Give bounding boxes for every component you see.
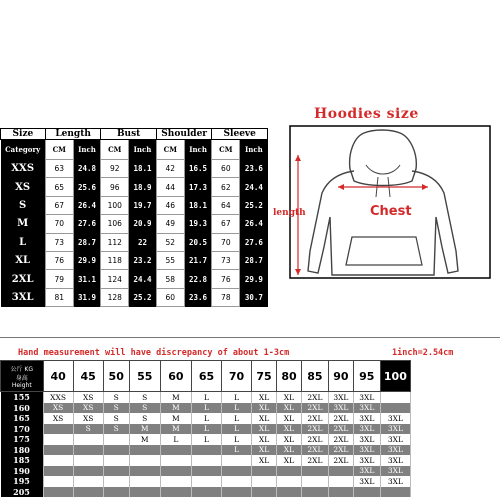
height-label: 155 — [1, 392, 44, 403]
size-cell: L — [191, 413, 221, 424]
size-cell — [191, 487, 221, 498]
cm-value: 118 — [101, 251, 129, 269]
height-row — [1, 424, 411, 435]
shoulder-header: Shoulder — [156, 129, 212, 140]
weight-header: 70 — [222, 361, 252, 392]
size-cell: 2XL — [328, 424, 353, 435]
size-label: 2XL — [1, 270, 46, 288]
size-cell — [301, 476, 328, 487]
inch-value: 24.4 — [129, 270, 157, 288]
size-cell — [43, 487, 73, 498]
size-cell: 2XL — [301, 413, 328, 424]
size-cell: L — [191, 424, 221, 435]
corner-height-cn: 身高 — [15, 374, 28, 382]
size-cell — [277, 487, 302, 498]
size-cell: 3XL — [328, 403, 353, 414]
inch-value: 22 — [129, 233, 157, 251]
size-cell: XL — [252, 392, 277, 403]
size-cell: 2XL — [328, 445, 353, 456]
size-cell: L — [222, 413, 252, 424]
size-row — [1, 160, 268, 178]
height-label: 165 — [1, 413, 44, 424]
size-cell: XL — [252, 424, 277, 435]
size-cell — [191, 476, 221, 487]
size-cell — [43, 445, 73, 456]
size-cell — [73, 445, 103, 456]
cm-value: 63 — [45, 160, 73, 178]
size-cell: XL — [277, 392, 302, 403]
length-header: Length — [45, 129, 101, 140]
height-label: 180 — [1, 445, 44, 456]
inch-value: 23.2 — [129, 251, 157, 269]
height-label: 205 — [1, 487, 44, 498]
size-row — [1, 178, 268, 196]
hoodie-size-title: Hoodies size — [314, 106, 419, 122]
size-cell: L — [222, 392, 252, 403]
size-cell: 3XL — [353, 403, 380, 414]
size-cell — [277, 476, 302, 487]
weight-header-row — [1, 361, 411, 392]
size-cell — [380, 392, 410, 403]
size-cell — [160, 487, 191, 498]
unit-cm: CM — [101, 140, 129, 160]
size-cell: 3XL — [380, 455, 410, 466]
pocket-icon — [346, 237, 422, 265]
cm-value: 128 — [101, 288, 129, 306]
size-label: XS — [1, 178, 46, 196]
size-cell: 2XL — [301, 455, 328, 466]
inch-value: 23.6 — [240, 160, 268, 178]
inch-conversion-note: 1inch=2.54cm — [392, 348, 454, 358]
inch-value: 22.8 — [184, 270, 212, 288]
size-cell — [129, 476, 160, 487]
cm-value: 67 — [45, 196, 73, 214]
weight-header: 55 — [129, 361, 160, 392]
size-cell: L — [160, 434, 191, 445]
inch-value: 18.9 — [129, 178, 157, 196]
length-label: length — [273, 208, 306, 218]
size-cell: 2XL — [328, 434, 353, 445]
size-cell: 2XL — [301, 445, 328, 456]
size-cell: XL — [277, 434, 302, 445]
size-cell: M — [129, 434, 160, 445]
size-cell — [73, 487, 103, 498]
size-cell — [328, 466, 353, 477]
cm-value: 78 — [212, 288, 240, 306]
size-cell: 2XL — [301, 424, 328, 435]
size-cell — [222, 487, 252, 498]
cm-value: 49 — [156, 215, 184, 233]
size-cell: 3XL — [380, 413, 410, 424]
size-cell: 2XL — [328, 413, 353, 424]
size-cell: 3XL — [353, 424, 380, 435]
cm-value: 65 — [45, 178, 73, 196]
size-cell — [160, 466, 191, 477]
size-cell: XL — [252, 403, 277, 414]
cm-value: 124 — [101, 270, 129, 288]
size-cell: XS — [73, 403, 103, 414]
size-cell: 3XL — [353, 434, 380, 445]
inch-value: 31.1 — [73, 270, 101, 288]
size-cell: S — [129, 403, 160, 414]
chest-arrow-right-head-icon — [422, 184, 428, 190]
height-row — [1, 487, 411, 498]
cm-value: 106 — [101, 215, 129, 233]
size-cell: S — [129, 392, 160, 403]
chest-label: Chest — [370, 204, 412, 219]
inch-value: 18.1 — [184, 196, 212, 214]
size-cell — [103, 455, 129, 466]
size-row — [1, 215, 268, 233]
cm-value: 70 — [45, 215, 73, 233]
size-label: M — [1, 215, 46, 233]
cm-value: 79 — [45, 270, 73, 288]
size-cell: 3XL — [380, 434, 410, 445]
size-cell: XS — [43, 413, 73, 424]
size-cell: XL — [252, 413, 277, 424]
size-cell: 3XL — [380, 476, 410, 487]
size-cell: XS — [73, 413, 103, 424]
inch-value: 18.1 — [129, 160, 157, 178]
size-cell: L — [222, 434, 252, 445]
size-cell: M — [160, 413, 191, 424]
bust-header: Bust — [101, 129, 157, 140]
size-cell: 3XL — [353, 466, 380, 477]
size-cell: S — [103, 392, 129, 403]
size-cell: XL — [252, 455, 277, 466]
category-label: Category — [1, 140, 46, 160]
inch-value: 27.6 — [73, 215, 101, 233]
size-header: Size — [1, 129, 46, 140]
height-label: 190 — [1, 466, 44, 477]
inch-value: 25.2 — [240, 196, 268, 214]
size-cell: L — [191, 392, 221, 403]
height-row — [1, 413, 411, 424]
cm-value: 70 — [212, 233, 240, 251]
size-cell — [222, 466, 252, 477]
size-cell — [191, 455, 221, 466]
size-cell — [191, 445, 221, 456]
size-cell: 3XL — [353, 476, 380, 487]
size-cell — [103, 445, 129, 456]
size-cell — [328, 476, 353, 487]
size-cell: 3XL — [328, 392, 353, 403]
weight-header: 100 — [380, 361, 410, 392]
cm-value: 92 — [101, 160, 129, 178]
size-cell — [328, 487, 353, 498]
size-cell: XL — [252, 445, 277, 456]
inch-value: 19.7 — [129, 196, 157, 214]
unit-inch: Inch — [73, 140, 101, 160]
height-row — [1, 434, 411, 445]
weight-header: 95 — [353, 361, 380, 392]
size-cell — [43, 466, 73, 477]
unit-inch: Inch — [184, 140, 212, 160]
size-cell: 2XL — [301, 434, 328, 445]
size-cell — [103, 476, 129, 487]
size-cell — [73, 434, 103, 445]
size-cell: XL — [277, 413, 302, 424]
inch-value: 21.7 — [184, 251, 212, 269]
size-cell — [129, 487, 160, 498]
size-cell — [129, 445, 160, 456]
size-cell: 2XL — [328, 455, 353, 466]
size-cell — [160, 455, 191, 466]
size-cell — [222, 476, 252, 487]
size-cell: S — [73, 424, 103, 435]
size-cell: XL — [277, 455, 302, 466]
size-row — [1, 196, 268, 214]
inch-value: 17.3 — [184, 178, 212, 196]
inch-value: 19.3 — [184, 215, 212, 233]
size-cell — [103, 487, 129, 498]
size-cell: XL — [277, 403, 302, 414]
cm-value: 60 — [156, 288, 184, 306]
size-cell: L — [191, 434, 221, 445]
inch-value: 28.7 — [240, 251, 268, 269]
cm-value: 73 — [45, 233, 73, 251]
inch-value: 25.6 — [73, 178, 101, 196]
size-cell — [353, 487, 380, 498]
size-cell — [160, 476, 191, 487]
size-cell — [160, 445, 191, 456]
inch-value: 23.6 — [184, 288, 212, 306]
size-cell: 2XL — [301, 403, 328, 414]
height-row — [1, 445, 411, 456]
unit-cm: CM — [156, 140, 184, 160]
height-label: 195 — [1, 476, 44, 487]
weight-header: 65 — [191, 361, 221, 392]
height-weight-table — [0, 360, 411, 497]
cm-value: 100 — [101, 196, 129, 214]
size-row — [1, 233, 268, 251]
cm-value: 55 — [156, 251, 184, 269]
size-cell — [73, 455, 103, 466]
size-cell — [103, 466, 129, 477]
size-cell — [43, 424, 73, 435]
hood-icon — [350, 130, 417, 186]
height-label: 175 — [1, 434, 44, 445]
weight-header: 90 — [328, 361, 353, 392]
size-cell — [301, 487, 328, 498]
size-cell — [129, 466, 160, 477]
inch-value: 30.7 — [240, 288, 268, 306]
measurement-note: Hand measurement will have discrepancy of about 1-3cm — [18, 348, 290, 358]
height-row — [1, 455, 411, 466]
height-row — [1, 476, 411, 487]
height-row — [1, 403, 411, 414]
inch-value: 27.6 — [240, 233, 268, 251]
height-row — [1, 466, 411, 477]
size-cell: XS — [73, 392, 103, 403]
cm-value: 60 — [212, 160, 240, 178]
size-row — [1, 288, 268, 306]
height-row — [1, 392, 411, 403]
cm-value: 42 — [156, 160, 184, 178]
height-label: 185 — [1, 455, 44, 466]
size-cell — [73, 476, 103, 487]
size-row — [1, 251, 268, 269]
length-arrow-bottom-head-icon — [295, 269, 301, 275]
size-cell: L — [222, 403, 252, 414]
size-chart-unit-row — [1, 140, 268, 160]
inch-value: 24.4 — [240, 178, 268, 196]
cm-value: 96 — [101, 178, 129, 196]
size-label: S — [1, 196, 46, 214]
length-arrow-top-head-icon — [295, 155, 301, 161]
hoodie-illustration — [282, 125, 496, 280]
cm-value: 73 — [212, 251, 240, 269]
cm-value: 81 — [45, 288, 73, 306]
cm-value: 52 — [156, 233, 184, 251]
size-cell: XL — [252, 434, 277, 445]
unit-cm: CM — [45, 140, 73, 160]
weight-header: 60 — [160, 361, 191, 392]
inch-value: 25.2 — [129, 288, 157, 306]
cm-value: 67 — [212, 215, 240, 233]
size-row — [1, 270, 268, 288]
size-cell: 3XL — [380, 445, 410, 456]
hood-opening-icon — [366, 165, 400, 174]
cm-value: 112 — [101, 233, 129, 251]
size-label: 3XL — [1, 288, 46, 306]
size-chart-table — [0, 128, 268, 307]
corner-kg: 公斤 KG — [10, 365, 34, 373]
size-cell: S — [103, 424, 129, 435]
size-cell: 3XL — [353, 392, 380, 403]
chest-arrow-left-head-icon — [338, 184, 344, 190]
size-cell — [252, 487, 277, 498]
weight-header: 75 — [252, 361, 277, 392]
size-cell: L — [222, 424, 252, 435]
size-cell — [380, 487, 410, 498]
weight-header: 50 — [103, 361, 129, 392]
size-cell: S — [103, 403, 129, 414]
size-label: XL — [1, 251, 46, 269]
pocket-edge-icon — [346, 237, 352, 265]
cm-value: 62 — [212, 178, 240, 196]
size-cell: S — [129, 413, 160, 424]
cm-value: 58 — [156, 270, 184, 288]
size-cell — [380, 403, 410, 414]
size-cell — [43, 455, 73, 466]
size-cell: XXS — [43, 392, 73, 403]
size-cell — [129, 455, 160, 466]
inch-value: 20.9 — [129, 215, 157, 233]
size-cell — [277, 466, 302, 477]
weight-header: 40 — [43, 361, 73, 392]
sleeve-header: Sleeve — [212, 129, 268, 140]
size-cell: 3XL — [353, 455, 380, 466]
size-cell: XL — [277, 424, 302, 435]
cm-value: 76 — [45, 251, 73, 269]
cm-value: 44 — [156, 178, 184, 196]
inch-value: 26.4 — [73, 196, 101, 214]
size-cell: S — [103, 413, 129, 424]
size-cell: M — [129, 424, 160, 435]
height-label: 170 — [1, 424, 44, 435]
size-cell: 3XL — [353, 413, 380, 424]
inch-value: 16.5 — [184, 160, 212, 178]
size-cell — [191, 466, 221, 477]
size-cell: L — [191, 403, 221, 414]
size-cell: M — [160, 424, 191, 435]
size-cell — [43, 476, 73, 487]
weight-height-corner — [1, 361, 44, 392]
size-cell — [73, 466, 103, 477]
inch-value: 28.7 — [73, 233, 101, 251]
size-cell — [43, 434, 73, 445]
size-cell: 3XL — [353, 445, 380, 456]
size-cell: L — [222, 445, 252, 456]
size-cell — [222, 455, 252, 466]
inch-value: 29.9 — [73, 251, 101, 269]
height-label: 160 — [1, 403, 44, 414]
weight-header: 45 — [73, 361, 103, 392]
inch-value: 29.9 — [240, 270, 268, 288]
size-chart-header-row — [1, 129, 268, 140]
cm-value: 46 — [156, 196, 184, 214]
size-cell: M — [160, 392, 191, 403]
section-divider — [0, 337, 500, 338]
inch-value: 31.9 — [73, 288, 101, 306]
inch-value: 26.4 — [240, 215, 268, 233]
size-cell: 2XL — [301, 392, 328, 403]
size-cell — [301, 466, 328, 477]
size-label: L — [1, 233, 46, 251]
unit-inch: Inch — [129, 140, 157, 160]
size-cell: XS — [43, 403, 73, 414]
inch-value: 24.8 — [73, 160, 101, 178]
size-chart-body — [1, 160, 268, 307]
unit-inch: Inch — [240, 140, 268, 160]
size-cell — [103, 434, 129, 445]
size-label: XXS — [1, 160, 46, 178]
size-cell — [252, 466, 277, 477]
unit-cm: CM — [212, 140, 240, 160]
cm-value: 76 — [212, 270, 240, 288]
size-cell: M — [160, 403, 191, 414]
size-cell: 3XL — [380, 466, 410, 477]
weight-header: 85 — [301, 361, 328, 392]
weight-header: 80 — [277, 361, 302, 392]
size-cell: XL — [277, 445, 302, 456]
size-cell: 3XL — [380, 424, 410, 435]
corner-height: Height — [11, 381, 32, 389]
size-cell — [252, 476, 277, 487]
inch-value: 20.5 — [184, 233, 212, 251]
cm-value: 64 — [212, 196, 240, 214]
height-weight-body — [1, 392, 411, 498]
